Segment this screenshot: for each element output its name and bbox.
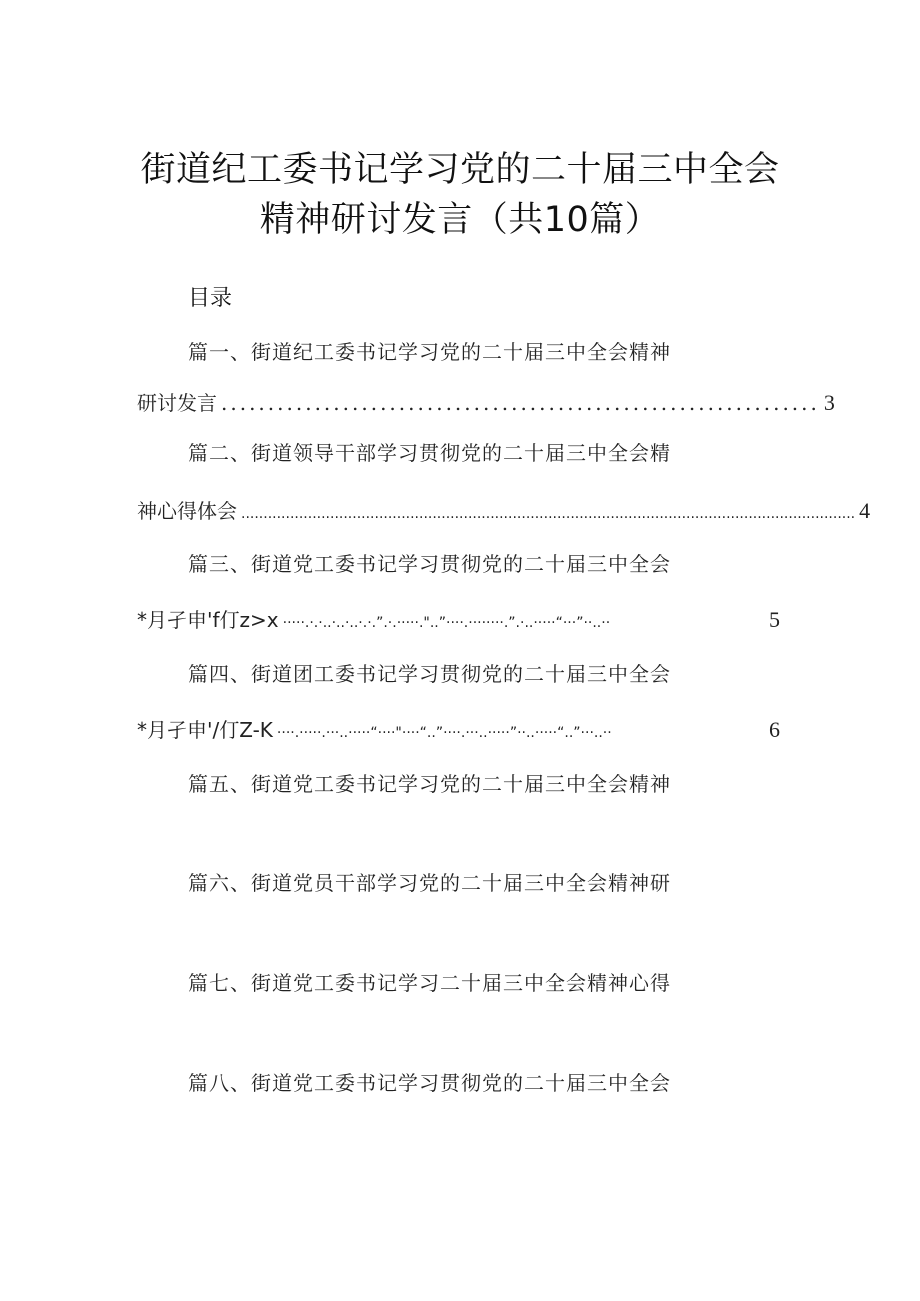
toc-entry-6-title[interactable]: 篇六、街道党员干部学习党的二十届三中全会精神研 — [188, 871, 671, 895]
toc-entry-5-title[interactable]: 篇五、街道党工委书记学习党的二十届三中全会精神 — [188, 772, 671, 796]
toc-dot-leader: ................................................................ — [221, 391, 820, 415]
toc-entry-4-title[interactable]: 篇四、街道团工委书记学习贯彻党的二十届三中全会 — [188, 662, 671, 686]
toc-heading: 目录 — [188, 286, 233, 311]
toc-entry-2-title[interactable]: 篇二、街道领导干部学习贯彻党的二十届三中全会精 — [188, 441, 671, 465]
toc-entry-3-page-number: 5 — [769, 607, 780, 632]
toc-entry-3-title-cont: *月孑申'f仃z>x — [137, 608, 279, 632]
toc-entry-2-title-cont: 神心得体会 — [137, 499, 237, 523]
toc-dot-leader: ·····.·.·..·..·..·.·.”.·.·····."..”····.········.”.·..·····“···”··..·· — [282, 615, 611, 631]
toc-entry-1-page-number: 3 — [823, 390, 835, 415]
toc-entry-4-continuation[interactable] — [137, 715, 780, 748]
toc-entry-2-page-number: 4 — [859, 498, 871, 523]
document-title-line-1: 街道纪工委书记学习党的二十届三中全会 — [140, 150, 780, 190]
toc-entry-1-title[interactable]: 篇一、街道纪工委书记学习党的二十届三中全会精神 — [188, 340, 671, 364]
toc-entry-1-continuation[interactable] — [137, 388, 835, 418]
toc-entry-4-page-number: 6 — [769, 717, 780, 742]
toc-dot-leader: ····.·····.···..·····“····"····“..”····.···..·····”··..·····“..”···..·· — [276, 725, 612, 741]
toc-dot-leader: .......................................................................................................................................... — [241, 506, 856, 522]
toc-entry-1-title-cont: 研讨发言 — [137, 391, 217, 415]
toc-entry-8-title[interactable]: 篇八、街道党工委书记学习贯彻党的二十届三中全会 — [188, 1071, 671, 1095]
toc-entry-3-continuation[interactable] — [137, 605, 780, 638]
toc-entry-7-title[interactable]: 篇七、街道党工委书记学习二十届三中全会精神心得 — [188, 971, 671, 995]
toc-entry-3-title[interactable]: 篇三、街道党工委书记学习贯彻党的二十届三中全会 — [188, 552, 671, 576]
toc-entry-2-continuation[interactable] — [137, 496, 871, 529]
document-title-line-2: 精神研讨发言（共10篇） — [259, 200, 661, 240]
toc-entry-4-title-cont: *月孑申'/仃Z-K — [137, 718, 273, 742]
